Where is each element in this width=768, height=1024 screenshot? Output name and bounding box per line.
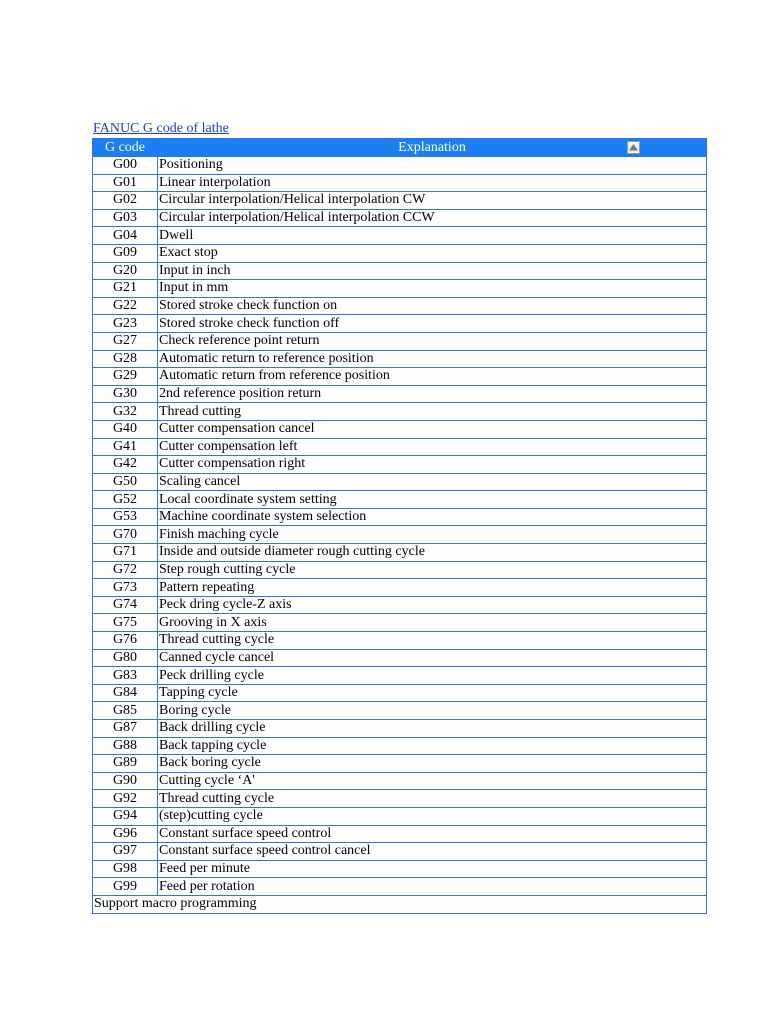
g-code-cell: G87 (93, 720, 158, 738)
table-row (93, 315, 707, 333)
explanation-cell: Grooving in X axis (158, 614, 707, 632)
explanation-cell: Back drilling cycle (158, 720, 707, 738)
column-header-explanation-label: Explanation (398, 139, 466, 155)
g-code-cell: G90 (93, 772, 158, 790)
table-row (93, 667, 707, 685)
table-body (93, 157, 707, 896)
scroll-top-button[interactable] (627, 141, 640, 154)
table-row (93, 737, 707, 755)
explanation-cell: Exact stop (158, 244, 707, 262)
g-code-cell: G74 (93, 596, 158, 614)
explanation-cell: Feed per rotation (158, 878, 707, 896)
table-row (93, 649, 707, 667)
table-row (93, 192, 707, 210)
g-code-cell: G94 (93, 807, 158, 825)
g-code-cell: G75 (93, 614, 158, 632)
g-code-cell: G84 (93, 684, 158, 702)
explanation-cell: Peck drilling cycle (158, 667, 707, 685)
explanation-cell: Input in mm (158, 280, 707, 298)
g-code-cell: G41 (93, 438, 158, 456)
table-row (93, 262, 707, 280)
table-row (93, 403, 707, 421)
g-code-cell: G50 (93, 473, 158, 491)
g-code-cell: G04 (93, 227, 158, 245)
g-code-cell: G98 (93, 860, 158, 878)
explanation-cell: Constant surface speed control (158, 825, 707, 843)
explanation-cell: Constant surface speed control cancel (158, 843, 707, 861)
explanation-cell: Peck dring cycle-Z axis (158, 596, 707, 614)
g-code-cell: G80 (93, 649, 158, 667)
g-code-cell: G32 (93, 403, 158, 421)
table-row (93, 438, 707, 456)
g-code-cell: G02 (93, 192, 158, 210)
explanation-cell: Finish maching cycle (158, 526, 707, 544)
g-code-cell: G30 (93, 385, 158, 403)
table-row (93, 157, 707, 175)
column-header-g-code: G code (93, 139, 158, 157)
explanation-cell: Pattern repeating (158, 579, 707, 597)
table-row (93, 368, 707, 386)
table-row (93, 843, 707, 861)
explanation-cell: Cutter compensation left (158, 438, 707, 456)
g-code-cell: G22 (93, 297, 158, 315)
explanation-cell: Boring cycle (158, 702, 707, 720)
table-row (93, 332, 707, 350)
table-row (93, 702, 707, 720)
explanation-cell: Cutter compensation cancel (158, 420, 707, 438)
g-code-cell: G72 (93, 561, 158, 579)
table-row (93, 244, 707, 262)
g-code-cell: G00 (93, 157, 158, 175)
explanation-cell: Back tapping cycle (158, 737, 707, 755)
explanation-cell: Automatic return to reference position (158, 350, 707, 368)
g-code-cell: G89 (93, 755, 158, 773)
g-code-cell: G23 (93, 315, 158, 333)
table-row (93, 720, 707, 738)
table-row (93, 544, 707, 562)
g-code-cell: G40 (93, 420, 158, 438)
explanation-cell: 2nd reference position return (158, 385, 707, 403)
g-code-cell: G99 (93, 878, 158, 896)
g-code-cell: G96 (93, 825, 158, 843)
g-code-cell: G85 (93, 702, 158, 720)
explanation-cell: Linear interpolation (158, 174, 707, 192)
table-row (93, 456, 707, 474)
page-title-link[interactable]: FANUC G code of lathe (93, 121, 229, 136)
table-row (93, 825, 707, 843)
explanation-cell: (step)cutting cycle (158, 807, 707, 825)
table-row (93, 684, 707, 702)
column-header-explanation (158, 139, 707, 157)
explanation-cell: Thread cutting cycle (158, 632, 707, 650)
g-code-cell: G27 (93, 332, 158, 350)
explanation-cell: Dwell (158, 227, 707, 245)
table-row (93, 596, 707, 614)
table-row (93, 790, 707, 808)
table-row (93, 878, 707, 896)
explanation-cell: Scaling cancel (158, 473, 707, 491)
table-row (93, 508, 707, 526)
g-code-cell: G92 (93, 790, 158, 808)
explanation-cell: Thread cutting (158, 403, 707, 421)
g-code-cell: G88 (93, 737, 158, 755)
g-code-cell: G03 (93, 209, 158, 227)
explanation-cell: Back boring cycle (158, 755, 707, 773)
explanation-cell: Stored stroke check function on (158, 297, 707, 315)
g-code-table (92, 138, 707, 914)
triangle-up-icon (628, 142, 639, 153)
explanation-cell: Feed per minute (158, 860, 707, 878)
g-code-cell: G83 (93, 667, 158, 685)
g-code-cell: G21 (93, 280, 158, 298)
explanation-cell: Tapping cycle (158, 684, 707, 702)
explanation-cell: Positioning (158, 157, 707, 175)
explanation-cell: Thread cutting cycle (158, 790, 707, 808)
g-code-cell: G09 (93, 244, 158, 262)
table-row (93, 614, 707, 632)
explanation-cell: Circular interpolation/Helical interpolation CW (158, 192, 707, 210)
g-code-cell: G53 (93, 508, 158, 526)
table-row (93, 280, 707, 298)
explanation-cell: Cutter compensation right (158, 456, 707, 474)
table-row (93, 473, 707, 491)
g-code-cell: G97 (93, 843, 158, 861)
footer-note: Support macro programming (93, 895, 707, 913)
table-row (93, 860, 707, 878)
explanation-cell: Input in inch (158, 262, 707, 280)
explanation-cell: Inside and outside diameter rough cutting cycle (158, 544, 707, 562)
g-code-cell: G73 (93, 579, 158, 597)
table-header (93, 139, 707, 157)
table-row (93, 385, 707, 403)
table-row (93, 561, 707, 579)
explanation-cell: Stored stroke check function off (158, 315, 707, 333)
g-code-cell: G52 (93, 491, 158, 509)
table-row (93, 297, 707, 315)
g-code-cell: G76 (93, 632, 158, 650)
table-row (93, 807, 707, 825)
table-row (93, 755, 707, 773)
table-row (93, 632, 707, 650)
table-footer-row (93, 895, 707, 913)
table-row (93, 491, 707, 509)
g-code-cell: G01 (93, 174, 158, 192)
explanation-cell: Automatic return from reference position (158, 368, 707, 386)
g-code-cell: G70 (93, 526, 158, 544)
table-row (93, 209, 707, 227)
table-row (93, 227, 707, 245)
g-code-cell: G20 (93, 262, 158, 280)
explanation-cell: Canned cycle cancel (158, 649, 707, 667)
table-row (93, 420, 707, 438)
g-code-cell: G28 (93, 350, 158, 368)
table-row (93, 174, 707, 192)
explanation-cell: Circular interpolation/Helical interpolation CCW (158, 209, 707, 227)
table-row (93, 526, 707, 544)
explanation-cell: Cutting cycle ‘A' (158, 772, 707, 790)
table-row (93, 579, 707, 597)
g-code-cell: G42 (93, 456, 158, 474)
explanation-cell: Check reference point return (158, 332, 707, 350)
table-row (93, 772, 707, 790)
explanation-cell: Machine coordinate system selection (158, 508, 707, 526)
explanation-cell: Local coordinate system setting (158, 491, 707, 509)
explanation-cell: Step rough cutting cycle (158, 561, 707, 579)
table-row (93, 350, 707, 368)
g-code-cell: G71 (93, 544, 158, 562)
g-code-cell: G29 (93, 368, 158, 386)
